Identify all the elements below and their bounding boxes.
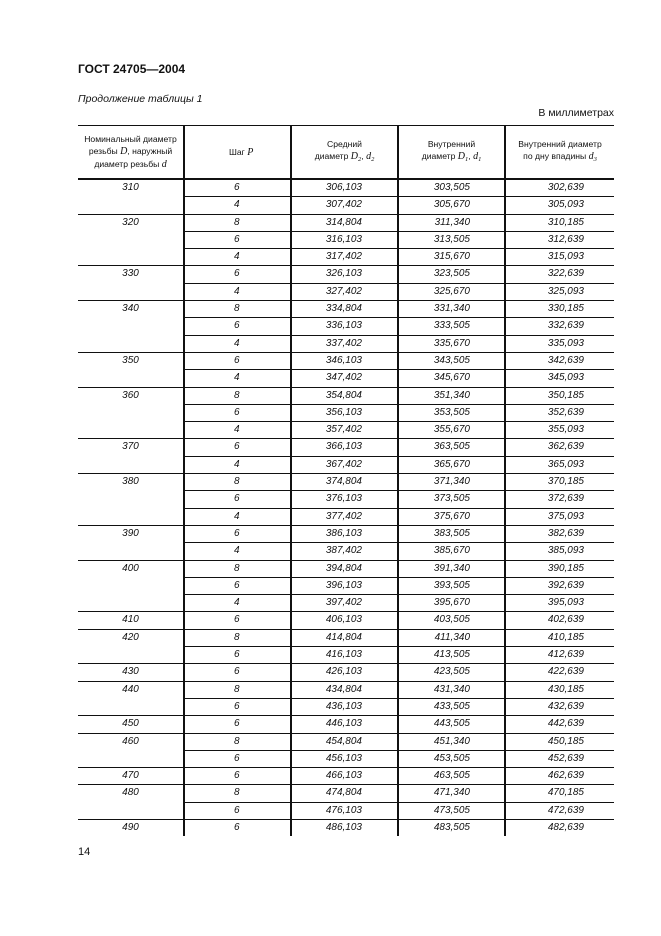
root-diameter-cell: 325,093 (505, 283, 614, 300)
root-diameter-cell: 365,093 (505, 456, 614, 473)
table-row (78, 612, 614, 629)
table-body (78, 179, 614, 836)
pitch-cell: 6 (184, 819, 291, 836)
root-diameter-cell: 352,639 (505, 404, 614, 421)
table-row (78, 664, 614, 681)
minor-diameter-cell: 393,505 (398, 577, 505, 594)
table-header (78, 126, 614, 180)
root-diameter-cell: 422,639 (505, 664, 614, 681)
pitch-cell: 4 (184, 543, 291, 560)
minor-diameter-cell: 323,505 (398, 266, 505, 283)
root-diameter-cell: 302,639 (505, 179, 614, 197)
header-nominal-line2b: , наружный (127, 146, 173, 156)
pitch-diameter-cell: 406,103 (291, 612, 398, 629)
minor-diameter-cell: 451,340 (398, 733, 505, 750)
minor-diameter-cell: 375,670 (398, 508, 505, 525)
nominal-diameter-cell: 420 (78, 629, 184, 664)
root-diameter-cell: 450,185 (505, 733, 614, 750)
minor-diameter-cell: 471,340 (398, 785, 505, 802)
root-diameter-cell: 372,639 (505, 491, 614, 508)
pitch-diameter-cell: 316,103 (291, 231, 398, 248)
pitch-cell: 6 (184, 716, 291, 733)
symbol-D: D (120, 146, 128, 157)
table-row (78, 266, 614, 283)
pitch-diameter-cell: 387,402 (291, 543, 398, 560)
minor-diameter-cell: 483,505 (398, 819, 505, 836)
pitch-cell: 6 (184, 577, 291, 594)
minor-diameter-cell: 413,505 (398, 647, 505, 664)
root-diameter-cell: 470,185 (505, 785, 614, 802)
pitch-diameter-cell: 306,103 (291, 179, 398, 197)
root-diameter-cell: 310,185 (505, 214, 614, 231)
minor-diameter-cell: 303,505 (398, 179, 505, 197)
root-diameter-cell: 342,639 (505, 352, 614, 369)
nominal-diameter-cell: 450 (78, 716, 184, 733)
subscript-1: 1 (465, 156, 469, 163)
root-diameter-cell: 412,639 (505, 647, 614, 664)
nominal-diameter-cell: 480 (78, 785, 184, 820)
minor-diameter-cell: 411,340 (398, 629, 505, 646)
pitch-cell: 6 (184, 802, 291, 819)
minor-diameter-cell: 355,670 (398, 422, 505, 439)
header-nominal-line3a: диаметр резьбы (94, 159, 162, 169)
pitch-cell: 6 (184, 525, 291, 542)
root-diameter-cell: 335,093 (505, 335, 614, 352)
root-diameter-cell: 432,639 (505, 698, 614, 715)
minor-diameter-cell: 423,505 (398, 664, 505, 681)
pitch-cell: 8 (184, 301, 291, 318)
minor-diameter-cell: 395,670 (398, 595, 505, 612)
pitch-diameter-cell: 436,103 (291, 698, 398, 715)
pitch-diameter-cell: 486,103 (291, 819, 398, 836)
pitch-cell: 4 (184, 370, 291, 387)
nominal-diameter-cell: 370 (78, 439, 184, 474)
nominal-diameter-cell: 380 (78, 474, 184, 526)
root-diameter-cell: 482,639 (505, 819, 614, 836)
pitch-cell: 4 (184, 197, 291, 214)
minor-diameter-cell: 433,505 (398, 698, 505, 715)
pitch-diameter-cell: 426,103 (291, 664, 398, 681)
pitch-diameter-cell: 474,804 (291, 785, 398, 802)
minor-diameter-cell: 353,505 (398, 404, 505, 421)
minor-diameter-cell: 431,340 (398, 681, 505, 698)
subscript-1b: 1 (478, 156, 482, 163)
pitch-diameter-cell: 356,103 (291, 404, 398, 421)
pitch-cell: 6 (184, 647, 291, 664)
pitch-cell: 8 (184, 785, 291, 802)
pitch-diameter-cell: 466,103 (291, 768, 398, 785)
table-row (78, 179, 614, 197)
table-row (78, 439, 614, 456)
minor-diameter-cell: 473,505 (398, 802, 505, 819)
pitch-diameter-cell: 357,402 (291, 422, 398, 439)
table-row (78, 214, 614, 231)
pitch-diameter-cell: 446,103 (291, 716, 398, 733)
subscript-2b: 2 (371, 156, 375, 163)
minor-diameter-cell: 385,670 (398, 543, 505, 560)
pitch-cell: 6 (184, 698, 291, 715)
root-diameter-cell: 402,639 (505, 612, 614, 629)
pitch-diameter-cell: 416,103 (291, 647, 398, 664)
minor-diameter-cell: 345,670 (398, 370, 505, 387)
pitch-diameter-cell: 326,103 (291, 266, 398, 283)
header-pitch-label: Шаг (229, 146, 248, 157)
pitch-cell: 6 (184, 179, 291, 197)
separator: , (468, 151, 474, 161)
minor-diameter-cell: 403,505 (398, 612, 505, 629)
root-diameter-cell: 330,185 (505, 301, 614, 318)
nominal-diameter-cell: 330 (78, 266, 184, 301)
minor-diameter-cell: 363,505 (398, 439, 505, 456)
minor-diameter-cell: 343,505 (398, 352, 505, 369)
header-nominal-diameter (78, 126, 184, 180)
pitch-diameter-cell: 334,804 (291, 301, 398, 318)
pitch-diameter-cell: 327,402 (291, 283, 398, 300)
pitch-diameter-cell: 376,103 (291, 491, 398, 508)
table-row (78, 474, 614, 491)
symbol-D2: D (350, 151, 359, 162)
root-diameter-cell: 312,639 (505, 231, 614, 248)
minor-diameter-cell: 351,340 (398, 387, 505, 404)
minor-diameter-cell: 443,505 (398, 716, 505, 733)
header-pitch-diameter-line1: Средний (327, 139, 362, 149)
minor-diameter-cell: 371,340 (398, 474, 505, 491)
root-diameter-cell: 452,639 (505, 750, 614, 767)
symbol-d2: d (366, 151, 372, 162)
header-minor-diameter-line2: диаметр (421, 151, 458, 161)
header-nominal-line2a: резьбы (88, 146, 121, 156)
pitch-diameter-cell: 366,103 (291, 439, 398, 456)
table-caption: Продолжение таблицы 1 (78, 93, 203, 105)
nominal-diameter-cell: 360 (78, 387, 184, 439)
table-row (78, 768, 614, 785)
minor-diameter-cell: 391,340 (398, 560, 505, 577)
pitch-cell: 8 (184, 629, 291, 646)
root-diameter-cell: 345,093 (505, 370, 614, 387)
minor-diameter-cell: 333,505 (398, 318, 505, 335)
pitch-diameter-cell: 377,402 (291, 508, 398, 525)
pitch-diameter-cell: 397,402 (291, 595, 398, 612)
pitch-diameter-cell: 476,103 (291, 802, 398, 819)
pitch-diameter-cell: 434,804 (291, 681, 398, 698)
table-row (78, 716, 614, 733)
pitch-cell: 8 (184, 214, 291, 231)
pitch-diameter-cell: 386,103 (291, 525, 398, 542)
root-diameter-cell: 375,093 (505, 508, 614, 525)
pitch-diameter-cell: 347,402 (291, 370, 398, 387)
root-diameter-cell: 430,185 (505, 681, 614, 698)
minor-diameter-cell: 331,340 (398, 301, 505, 318)
root-diameter-cell: 392,639 (505, 577, 614, 594)
pitch-cell: 6 (184, 664, 291, 681)
table-row (78, 681, 614, 698)
nominal-diameter-cell: 350 (78, 352, 184, 387)
pitch-cell: 8 (184, 474, 291, 491)
minor-diameter-cell: 325,670 (398, 283, 505, 300)
root-diameter-cell: 382,639 (505, 525, 614, 542)
root-diameter-cell: 370,185 (505, 474, 614, 491)
root-diameter-cell: 315,093 (505, 249, 614, 266)
pitch-cell: 4 (184, 595, 291, 612)
pitch-diameter-cell: 314,804 (291, 214, 398, 231)
table-row (78, 819, 614, 836)
separator: , (361, 151, 367, 161)
root-diameter-cell: 462,639 (505, 768, 614, 785)
table-row (78, 352, 614, 369)
header-minor-diameter (398, 126, 505, 180)
pitch-cell: 8 (184, 560, 291, 577)
symbol-d: d (161, 159, 167, 170)
pitch-diameter-cell: 307,402 (291, 197, 398, 214)
table-row (78, 560, 614, 577)
symbol-D1: D (457, 151, 466, 162)
header-pitch-diameter-line2: диаметр (314, 151, 351, 161)
pitch-diameter-cell: 346,103 (291, 352, 398, 369)
root-diameter-cell: 305,093 (505, 197, 614, 214)
pitch-diameter-cell: 456,103 (291, 750, 398, 767)
minor-diameter-cell: 463,505 (398, 768, 505, 785)
pitch-diameter-cell: 337,402 (291, 335, 398, 352)
units-note: В миллиметрах (538, 107, 614, 119)
header-root-diameter-line1: Внутренний диаметр (518, 139, 602, 149)
pitch-cell: 6 (184, 352, 291, 369)
thread-dimensions-table (78, 125, 614, 836)
header-nominal-line1: Номинальный диаметр (84, 134, 177, 144)
pitch-diameter-cell: 394,804 (291, 560, 398, 577)
root-diameter-cell: 395,093 (505, 595, 614, 612)
root-diameter-cell: 332,639 (505, 318, 614, 335)
nominal-diameter-cell: 410 (78, 612, 184, 629)
minor-diameter-cell: 383,505 (398, 525, 505, 542)
minor-diameter-cell: 365,670 (398, 456, 505, 473)
table-row (78, 733, 614, 750)
pitch-cell: 6 (184, 404, 291, 421)
nominal-diameter-cell: 490 (78, 819, 184, 836)
subscript-3: 3 (593, 156, 597, 163)
nominal-diameter-cell: 400 (78, 560, 184, 612)
root-diameter-cell: 385,093 (505, 543, 614, 560)
pitch-cell: 4 (184, 249, 291, 266)
document-code: ГОСТ 24705—2004 (78, 62, 186, 76)
nominal-diameter-cell: 470 (78, 768, 184, 785)
minor-diameter-cell: 335,670 (398, 335, 505, 352)
pitch-cell: 4 (184, 508, 291, 525)
nominal-diameter-cell: 440 (78, 681, 184, 716)
table-row (78, 785, 614, 802)
pitch-cell: 4 (184, 283, 291, 300)
pitch-cell: 6 (184, 612, 291, 629)
pitch-diameter-cell: 317,402 (291, 249, 398, 266)
root-diameter-cell: 472,639 (505, 802, 614, 819)
minor-diameter-cell: 373,505 (398, 491, 505, 508)
pitch-diameter-cell: 354,804 (291, 387, 398, 404)
root-diameter-cell: 390,185 (505, 560, 614, 577)
minor-diameter-cell: 453,505 (398, 750, 505, 767)
header-root-diameter-line2: по дну впадины (523, 151, 589, 161)
page-number: 14 (78, 846, 91, 858)
pitch-cell: 6 (184, 750, 291, 767)
header-pitch (184, 126, 291, 180)
root-diameter-cell: 362,639 (505, 439, 614, 456)
symbol-P: P (247, 146, 254, 158)
minor-diameter-cell: 315,670 (398, 249, 505, 266)
pitch-cell: 8 (184, 681, 291, 698)
pitch-cell: 8 (184, 387, 291, 404)
pitch-diameter-cell: 414,804 (291, 629, 398, 646)
pitch-cell: 6 (184, 318, 291, 335)
pitch-cell: 8 (184, 733, 291, 750)
root-diameter-cell: 350,185 (505, 387, 614, 404)
nominal-diameter-cell: 310 (78, 179, 184, 214)
minor-diameter-cell: 311,340 (398, 214, 505, 231)
pitch-cell: 6 (184, 491, 291, 508)
pitch-diameter-cell: 374,804 (291, 474, 398, 491)
table-row (78, 629, 614, 646)
nominal-diameter-cell: 460 (78, 733, 184, 768)
pitch-diameter-cell: 454,804 (291, 733, 398, 750)
pitch-cell: 6 (184, 768, 291, 785)
nominal-diameter-cell: 430 (78, 664, 184, 681)
pitch-cell: 4 (184, 335, 291, 352)
root-diameter-cell: 355,093 (505, 422, 614, 439)
symbol-d1: d (473, 151, 479, 162)
root-diameter-cell: 322,639 (505, 266, 614, 283)
root-diameter-cell: 442,639 (505, 716, 614, 733)
pitch-cell: 6 (184, 231, 291, 248)
pitch-cell: 6 (184, 266, 291, 283)
header-row (78, 126, 614, 180)
minor-diameter-cell: 313,505 (398, 231, 505, 248)
header-pitch-diameter (291, 126, 398, 180)
pitch-cell: 4 (184, 456, 291, 473)
pitch-cell: 4 (184, 422, 291, 439)
pitch-cell: 6 (184, 439, 291, 456)
pitch-diameter-cell: 336,103 (291, 318, 398, 335)
nominal-diameter-cell: 340 (78, 301, 184, 353)
minor-diameter-cell: 305,670 (398, 197, 505, 214)
subscript-2: 2 (358, 156, 362, 163)
table-row (78, 301, 614, 318)
symbol-d3: d (588, 151, 594, 162)
nominal-diameter-cell: 320 (78, 214, 184, 266)
pitch-diameter-cell: 396,103 (291, 577, 398, 594)
table-row (78, 387, 614, 404)
table-row (78, 525, 614, 542)
root-diameter-cell: 410,185 (505, 629, 614, 646)
header-root-diameter (505, 126, 614, 180)
pitch-diameter-cell: 367,402 (291, 456, 398, 473)
header-minor-diameter-line1: Внутренний (427, 139, 476, 149)
nominal-diameter-cell: 390 (78, 525, 184, 560)
